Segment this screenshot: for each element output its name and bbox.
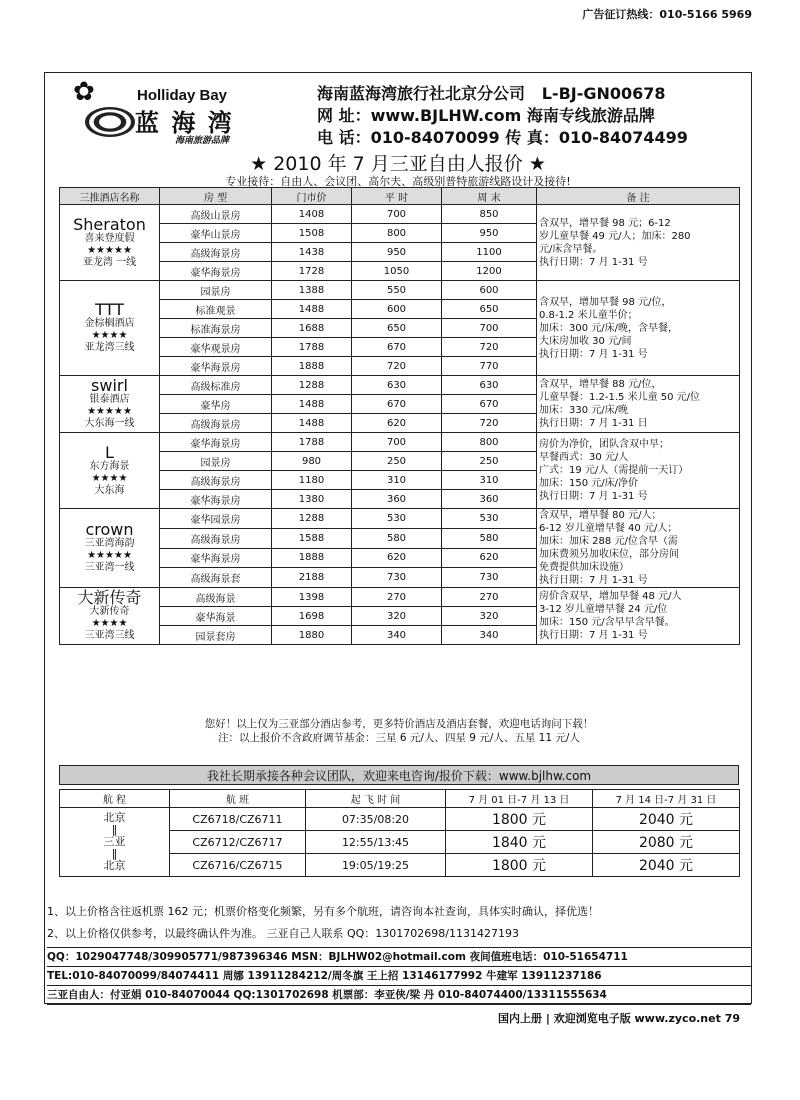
- weekend-price: 1200: [442, 262, 537, 281]
- flight-column-header: 7 月 01 日-7 月 13 日: [446, 790, 593, 808]
- remark-cell: 房价含双早，增加早餐 48 元/人 3-12 岁儿童增早餐 24 元/位 加床：150 元/含早早含早餐。 执行日期：7 月 1-31 号: [537, 588, 740, 645]
- rack-rate: 1728: [272, 262, 352, 281]
- rack-rate: 1380: [272, 490, 352, 509]
- column-header: 房 型: [160, 188, 272, 205]
- flight-row: [60, 808, 740, 831]
- column-header: 门市价: [272, 188, 352, 205]
- room-type: 豪华园景房: [160, 509, 272, 529]
- room-type: 园景套房: [160, 626, 272, 645]
- note-line: 2、以上价格仅供参考，以最终确认件为准。 三亚自己人联系 QQ：1301702698/1131427193: [47, 927, 519, 940]
- weekday-price: 360: [352, 490, 442, 509]
- route-stop: ‖: [111, 847, 118, 860]
- footer-line: 您好！以上仅为三亚部分酒店参考，更多特价酒店及酒店套餐，欢迎电话询问下载！: [204, 718, 594, 730]
- hotel-location: 亚龙湾三线: [84, 342, 135, 353]
- hotel-logo-icon: L: [105, 442, 114, 462]
- remark-cell: 含双早，增早餐 98 元；6-12 岁儿童早餐 49 元/人；加床：280 元/床含早餐。 执行日期：7 月 1-31 号: [537, 205, 740, 281]
- license-number: L-BJ-GN00678: [541, 84, 666, 103]
- flight-number: CZ6716/CZ6715: [170, 854, 306, 877]
- rack-rate: 1688: [272, 319, 352, 338]
- weekend-price: 580: [442, 528, 537, 548]
- hotel-stars: ★★★★: [91, 330, 128, 341]
- rack-rate: 980: [272, 452, 352, 471]
- weekend-price: 1100: [442, 243, 537, 262]
- table-row: [60, 509, 740, 529]
- weekend-price: 360: [442, 490, 537, 509]
- contact-block: [47, 947, 751, 1005]
- hotel-name: 银泰酒店: [89, 394, 130, 405]
- room-type: 高级标准房: [160, 376, 272, 395]
- rack-rate: 1408: [272, 205, 352, 224]
- weekday-price: 270: [352, 588, 442, 607]
- weekday-price: 620: [352, 548, 442, 568]
- weekend-price: 530: [442, 509, 537, 529]
- hotel-name: 金棕榈酒店: [84, 318, 135, 329]
- rack-rate: 1698: [272, 607, 352, 626]
- weekend-price: 310: [442, 471, 537, 490]
- rack-rate: 1880: [272, 626, 352, 645]
- room-type: 高级海景套: [160, 568, 272, 588]
- contact-line: QQ：1029047748/309905771/987396346 MSN：BJLHW02@hotmail.com 夜间值班电话：010-51654711: [47, 948, 751, 967]
- hotel-logo-icon: crown: [85, 520, 134, 539]
- ad-hotline: 广告征订热线：010-5166 5969: [582, 8, 752, 21]
- departure-time: 07:35/08:20: [306, 808, 446, 831]
- hotel-logo-icon: Sheraton: [73, 214, 146, 234]
- flight-number: CZ6718/CZ6711: [170, 808, 306, 831]
- weekend-price: 600: [442, 281, 537, 300]
- weekend-price: 850: [442, 205, 537, 224]
- weekday-price: 730: [352, 568, 442, 588]
- route-stop: 北京: [103, 859, 126, 872]
- weekend-price: 250: [442, 452, 537, 471]
- note-line: 1、以上价格含往返机票 162 元；机票价格变化频繁，另有多个航班，请咨询本社查询，具体实时确认，择优选！: [47, 905, 599, 918]
- logo-cn: 蓝 海 湾: [135, 109, 234, 137]
- hotel-location: 亚龙湾 一线: [82, 256, 137, 268]
- weekday-price: 530: [352, 509, 442, 529]
- weekend-price: 670: [442, 395, 537, 414]
- hotel-price-table: [59, 187, 740, 645]
- column-header: 周 末: [442, 188, 537, 205]
- flight-column-header: 起 飞 时 间: [306, 790, 446, 808]
- hotel-logo-icon: swirl: [91, 376, 128, 395]
- advertisement: [44, 72, 752, 1004]
- route-stop: ‖: [111, 823, 118, 836]
- hotel-name: 三亚湾海韵: [84, 538, 135, 549]
- flower-icon: ✿: [73, 77, 95, 107]
- price-early-july: 1800 元: [446, 808, 593, 831]
- hotel-name: 东方海景: [89, 460, 130, 472]
- room-type: 豪华山景房: [160, 224, 272, 243]
- remark-cell: 含双早，增早餐 88 元/位， 儿童早餐：1.2-1.5 米儿童 50 元/位 加床：330 元/床/晚 执行日期：7 月 1-31 日: [537, 376, 740, 433]
- weekday-price: 310: [352, 471, 442, 490]
- contact-line: 三亚自由人：付亚娟 010-84070044 QQ:1301702698 机票部：李亚侠/梁 丹 010-84074400/13311555634: [47, 986, 751, 1005]
- route-stop: 北京: [103, 811, 126, 824]
- route-cell: [60, 808, 170, 877]
- weekday-price: 630: [352, 376, 442, 395]
- hotel-stars: ★★★★: [91, 472, 128, 484]
- room-type: 豪华海景房: [160, 262, 272, 281]
- rack-rate: 1288: [272, 509, 352, 529]
- company-line: [317, 81, 666, 104]
- remark-cell: 含双早，增加早餐 98 元/位， 0.8-1.2 米儿童半价； 加床：300 元/床/晚，含早餐， 大床房加收 30 元/间 执行日期：7 月 1-31 号: [537, 281, 740, 376]
- footer-line: 注：以上报价不含政府调节基金：三星 6 元/人、四星 9 元/人、五星 11 元/人: [218, 732, 580, 744]
- room-type: 豪华海景房: [160, 548, 272, 568]
- table-row: [60, 588, 740, 607]
- hotel-stars: ★★★★★: [87, 244, 132, 256]
- price-late-july: 2040 元: [593, 854, 740, 877]
- rack-rate: 1788: [272, 338, 352, 357]
- holiday-bay-logo: [65, 77, 275, 146]
- rack-rate: 2188: [272, 568, 352, 588]
- wave-icon: [85, 107, 135, 137]
- hotel-stars: ★★★★★: [87, 550, 132, 561]
- weekend-price: 630: [442, 376, 537, 395]
- weekend-price: 770: [442, 357, 537, 376]
- phone-line: 电 话：010-84070099 传 真：010-84074499: [317, 128, 688, 147]
- hotel-location: 三亚湾三线: [84, 630, 135, 641]
- route-stop: 三亚: [103, 835, 126, 848]
- column-header: 备 注: [537, 188, 740, 205]
- room-type: 标准海景房: [160, 319, 272, 338]
- company-name: 海南蓝海湾旅行社北京分公司: [317, 84, 526, 103]
- weekday-price: 1050: [352, 262, 442, 281]
- price-late-july: 2080 元: [593, 831, 740, 854]
- meeting-banner: 我社长期承接各种会议团队，欢迎来电咨询/报价下载：www.bjlhw.com: [59, 765, 739, 785]
- remark-cell: 含双早，增早餐 80 元/人； 6-12 岁儿童增早餐 40 元/人； 加床：加床 288 元/位含早（需 加床费须另加收床位，部分房间 免费提供加床设施） 执行日期：7 月 1-31 号: [537, 509, 740, 588]
- rack-rate: 1888: [272, 357, 352, 376]
- room-type: 豪华观景房: [160, 338, 272, 357]
- hotel-location: 大东海一线: [84, 418, 135, 429]
- table-header-row: [60, 188, 740, 205]
- hotel-stars: ★★★★: [91, 618, 128, 629]
- logo-tagline: 海南旅游品牌: [175, 136, 230, 146]
- rack-rate: 1488: [272, 395, 352, 414]
- weekday-price: 720: [352, 357, 442, 376]
- room-type: 豪华海景房: [160, 357, 272, 376]
- weekend-price: 650: [442, 300, 537, 319]
- hotel-location: 三亚湾一线: [84, 562, 135, 573]
- hotel-cell: [60, 376, 160, 433]
- flight-header-row: [60, 790, 740, 808]
- table-row: [60, 205, 740, 224]
- column-header: 三推酒店名称: [60, 188, 160, 205]
- rack-rate: 1438: [272, 243, 352, 262]
- room-type: 豪华房: [160, 395, 272, 414]
- subtitle: 专业接待：自由人、会议团、高尔夫、高级别普特旅游线路设计及接待!: [225, 175, 571, 188]
- room-type: 高级海景房: [160, 243, 272, 262]
- hotel-location: 大东海: [94, 484, 125, 496]
- column-header: 平 时: [352, 188, 442, 205]
- weekday-price: 580: [352, 528, 442, 548]
- rack-rate: 1398: [272, 588, 352, 607]
- weekend-price: 720: [442, 338, 537, 357]
- room-type: 园景房: [160, 452, 272, 471]
- room-type: 豪华海景房: [160, 433, 272, 452]
- flight-column-header: 7 月 14 日-7 月 31 日: [593, 790, 740, 808]
- hotel-cell: [60, 509, 160, 588]
- weekday-price: 250: [352, 452, 442, 471]
- contact-line: TEL:010-84070099/84074411 周娜 13911284212/周冬旗 王上招 13146177992 牛建军 13911237186: [47, 967, 751, 986]
- table-row: [60, 281, 740, 300]
- rack-rate: 1488: [272, 414, 352, 433]
- rack-rate: 1288: [272, 376, 352, 395]
- weekend-price: 340: [442, 626, 537, 645]
- weekend-price: 270: [442, 588, 537, 607]
- hotel-name: 大新传奇: [89, 606, 130, 617]
- hotel-name: 喜来登度假: [84, 232, 135, 244]
- hotel-logo-icon: TTT: [95, 300, 124, 319]
- page-title: ★ 2010 年 7 月三亚自由人报价 ★: [250, 153, 546, 175]
- rack-rate: 1888: [272, 548, 352, 568]
- weekday-price: 320: [352, 607, 442, 626]
- weekday-price: 670: [352, 395, 442, 414]
- weekend-price: 720: [442, 414, 537, 433]
- weekday-price: 340: [352, 626, 442, 645]
- website-line: 网 址：www.BJLHW.com 海南专线旅游品牌: [317, 106, 655, 125]
- weekday-price: 550: [352, 281, 442, 300]
- rack-rate: 1388: [272, 281, 352, 300]
- weekend-price: 950: [442, 224, 537, 243]
- rack-rate: 1508: [272, 224, 352, 243]
- room-type: 高级山景房: [160, 205, 272, 224]
- room-type: 标准观景: [160, 300, 272, 319]
- hotel-cell: [60, 433, 160, 509]
- departure-time: 12:55/13:45: [306, 831, 446, 854]
- hotel-cell: [60, 588, 160, 645]
- table-row: [60, 376, 740, 395]
- weekend-price: 700: [442, 319, 537, 338]
- room-type: 高级海景房: [160, 471, 272, 490]
- rack-rate: 1788: [272, 433, 352, 452]
- price-early-july: 1840 元: [446, 831, 593, 854]
- room-type: 园景房: [160, 281, 272, 300]
- weekend-price: 800: [442, 433, 537, 452]
- weekday-price: 670: [352, 338, 442, 357]
- weekday-price: 600: [352, 300, 442, 319]
- price-late-july: 2040 元: [593, 808, 740, 831]
- departure-time: 19:05/19:25: [306, 854, 446, 877]
- hotel-stars: ★★★★★: [87, 406, 132, 417]
- weekday-price: 650: [352, 319, 442, 338]
- weekday-price: 700: [352, 433, 442, 452]
- hotel-cell: [60, 281, 160, 376]
- table-footer-notes: [59, 717, 739, 745]
- hotel-logo-icon: 大新传奇: [77, 588, 142, 607]
- room-type: 高级海景: [160, 588, 272, 607]
- flight-column-header: 航 程: [60, 790, 170, 808]
- rack-rate: 1488: [272, 300, 352, 319]
- weekday-price: 620: [352, 414, 442, 433]
- weekday-price: 950: [352, 243, 442, 262]
- flight-table: [59, 789, 740, 877]
- room-type: 高级海景房: [160, 528, 272, 548]
- weekday-price: 800: [352, 224, 442, 243]
- price-early-july: 1800 元: [446, 854, 593, 877]
- rack-rate: 1180: [272, 471, 352, 490]
- remark-cell: 房价为净价，团队含双中早； 早餐西式：30 元/人 广式：19 元/人（需提前一天订） 加床：150 元/床/净价 执行日期：7 月 1-31 号: [537, 433, 740, 509]
- weekend-price: 620: [442, 548, 537, 568]
- room-type: 豪华海景房: [160, 490, 272, 509]
- flight-number: CZ6712/CZ6717: [170, 831, 306, 854]
- price-notes: [47, 901, 599, 945]
- weekday-price: 700: [352, 205, 442, 224]
- weekend-price: 730: [442, 568, 537, 588]
- room-type: 豪华海景: [160, 607, 272, 626]
- weekend-price: 320: [442, 607, 537, 626]
- hotel-cell: [60, 205, 160, 281]
- flight-column-header: 航 班: [170, 790, 306, 808]
- logo-en: Holliday Bay: [137, 87, 228, 104]
- table-row: [60, 433, 740, 452]
- rack-rate: 1588: [272, 528, 352, 548]
- page-footer: 国内上册 | 欢迎浏览电子版 www.zyco.net 79: [498, 1012, 740, 1025]
- room-type: 高级海景房: [160, 414, 272, 433]
